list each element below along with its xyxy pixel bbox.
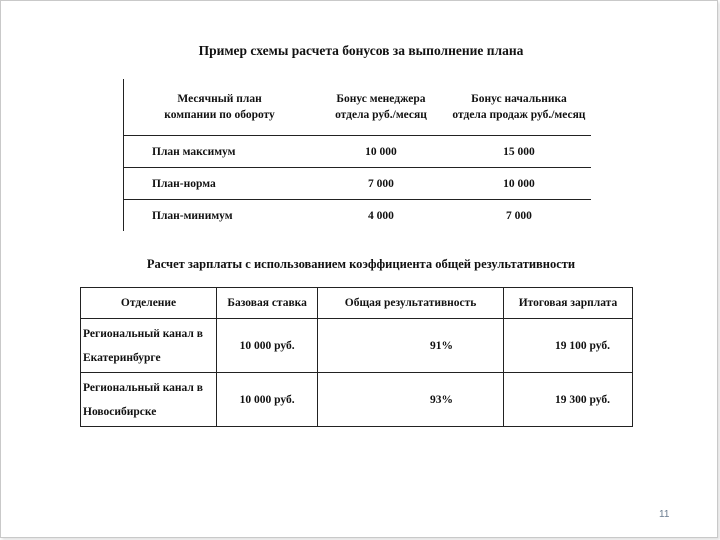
header-final-salary: Итоговая зарплата (503, 288, 632, 319)
department-name: Региональный канал в Новосибирске (81, 373, 217, 427)
table-row (124, 136, 592, 168)
manager-bonus: 7 000 (315, 168, 447, 200)
page-number: 11 (659, 509, 670, 520)
final-salary: 19 100 руб. (503, 319, 632, 373)
overall-performance: 93% (318, 373, 504, 427)
header-overall-performance: Общая результативность (318, 288, 504, 319)
header-base-rate: Базовая ставка (217, 288, 318, 319)
final-salary: 19 300 руб. (503, 373, 632, 427)
head-bonus: 15 000 (447, 136, 591, 168)
overall-performance: 91% (318, 319, 504, 373)
bonus-scheme-table (123, 79, 591, 231)
table-row (81, 319, 633, 373)
head-bonus: 7 000 (505, 209, 532, 222)
manager-bonus: 10 000 (315, 136, 447, 168)
header-manager-bonus-line1: Бонус менеджера (336, 93, 426, 105)
header-manager-bonus-line2: отдела руб./месяц (315, 107, 447, 136)
plan-name: План максимум (124, 136, 316, 168)
table-row (124, 168, 592, 200)
plan-name: План-норма (124, 168, 316, 200)
bonus-scheme-title: Пример схемы расчета бонусов за выполнение плана (198, 43, 524, 58)
header-department: Отделение (81, 288, 217, 319)
header-plan-line2: компании по обороту (124, 107, 316, 136)
manager-bonus: 4 000 (368, 209, 394, 222)
head-bonus: 10 000 (447, 168, 591, 200)
salary-calc-title: Расчет зарплаты с использованием коэффициента общей результативности (146, 257, 576, 271)
header-head-bonus-line1: Бонус начальника (471, 93, 567, 105)
base-rate: 10 000 руб. (217, 373, 318, 427)
header-plan-line1: Месячный план (177, 93, 262, 105)
table-row (124, 200, 592, 232)
plan-name: План-минимум (152, 209, 233, 222)
department-name: Региональный канал в Екатеринбурге (81, 319, 217, 373)
salary-calc-table (80, 287, 633, 427)
base-rate: 10 000 руб. (217, 319, 318, 373)
header-head-bonus-line2: отдела продаж руб./месяц (447, 107, 591, 136)
table-row (81, 373, 633, 427)
